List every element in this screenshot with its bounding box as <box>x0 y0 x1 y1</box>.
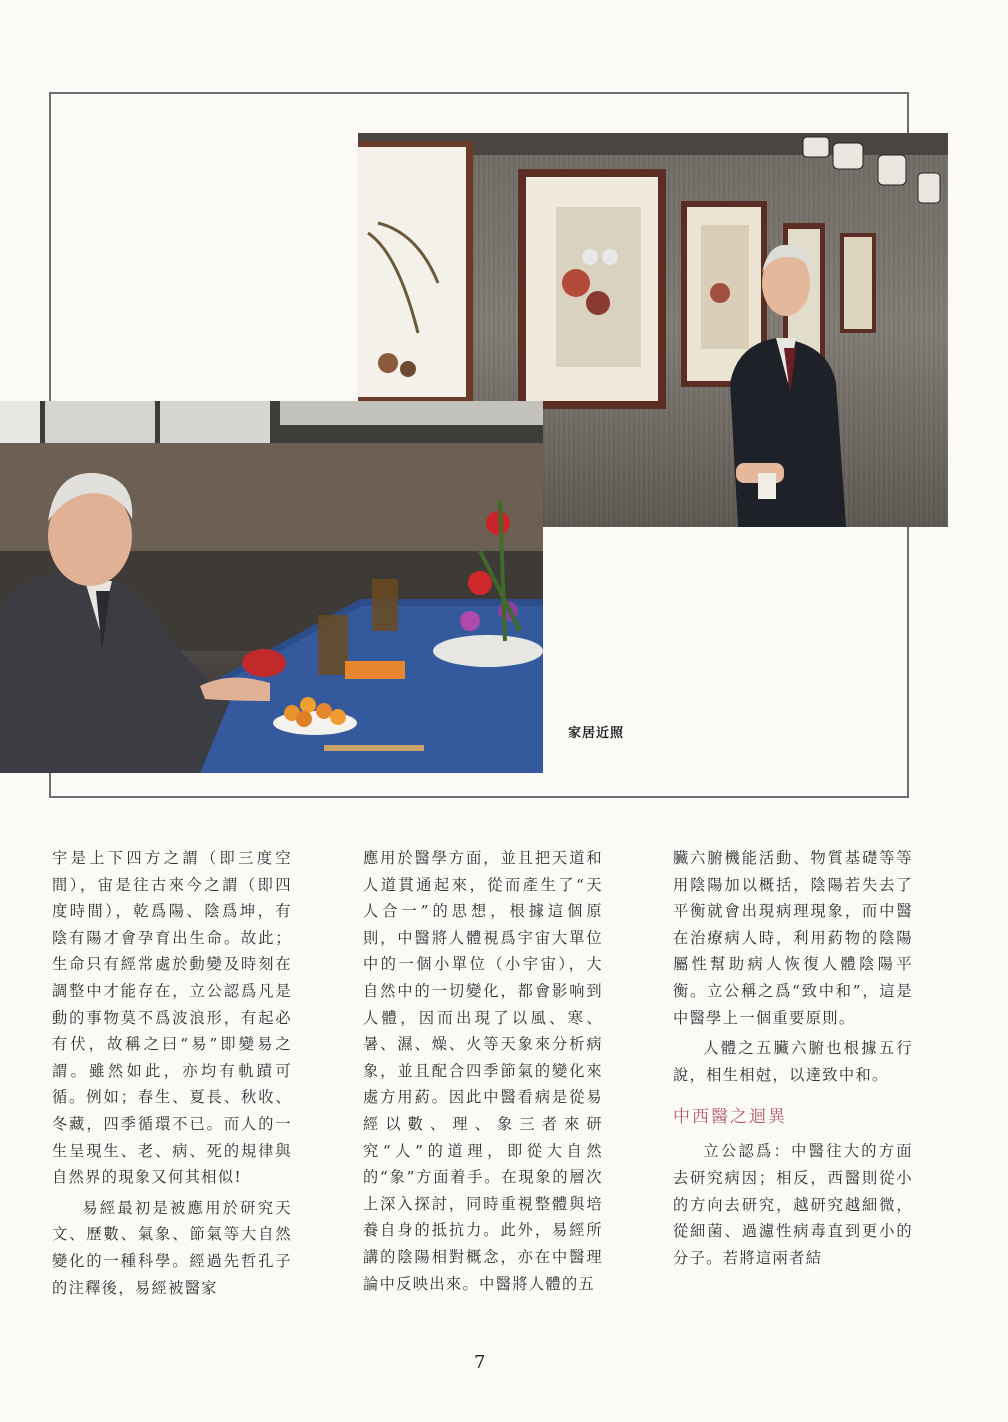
paragraph: 應用於醫學方面，並且把天道和人道貫通起來，從而產生了“天人合一”的思想，根據這個原則，中醫將人體視爲宇宙大單位中的一個小單位（小宇宙），大自然中的一切變化，都會影响到人體，因而出現了以風、寒、暑、濕、燥、火等天象來分析病象，並且配合四季節氣的變化來處方用葯。因此中醫看病是從易經以數、理、象三者來研究“人”的道理，即從大自然的“象”方面着手。在現象的層次上深入探討，同時重視整體與培養自身的抵抗力。此外，易經所講的陰陽相對概念，亦在中醫理論中反映出來。中醫將人體的五 <box>363 849 603 1293</box>
section-heading: 中西醫之迴異 <box>673 1107 787 1128</box>
page-number: 7 <box>474 1352 486 1373</box>
paragraph: 臟六腑機能活動、物質基礎等等用陰陽加以概括，陰陽若失去了平衡就會出現病理現象，而中醫在治療病人時，利用葯物的陰陽屬性幫助病人恢復人體陰陽平衡。立公稱之爲“致中和”，這是中醫學上一個重要原則。 <box>673 849 913 1027</box>
photo-caption: 家居近照 <box>568 726 625 741</box>
article-column-3 <box>673 845 913 1271</box>
paragraph: 易經最初是被應用於研究天文、歷數、氣象、節氣等大自然變化的一種科學。經過先哲孔子的注釋後，易經被醫家 <box>52 1198 292 1297</box>
home-scene <box>0 401 543 773</box>
paragraph: 立公認爲：中醫往大的方面去研究病因；相反，西醫則從小的方向去研究，越研究越細微，從細菌、過濾性病毒直到更小的分子。若將這兩者結 <box>673 1142 913 1267</box>
article-column-1 <box>52 845 292 1301</box>
paragraph: 宇是上下四方之謂（即三度空間），宙是往古來今之謂（即四度時間），乾爲陽、陰爲坤，有陰有陽才會孕育出生命。故此；生命只有經常處於動變及時刻在調整中才能存在，立公認爲凡是動的事物莫不爲波浪形，有起必有伏，故稱之曰“易”即變易之謂。雖然如此，亦均有軌蹟可循。例如；春生、夏長、秋收、冬藏，四季循環不已。而人的一生呈現生、老、病、死的規律與自然界的現象又何其相似! <box>52 849 292 1187</box>
paragraph: 人體之五臟六腑也根據五行說，相生相尅，以達致中和。 <box>673 1039 913 1084</box>
home-photo <box>0 401 543 773</box>
article-column-2 <box>363 845 603 1297</box>
